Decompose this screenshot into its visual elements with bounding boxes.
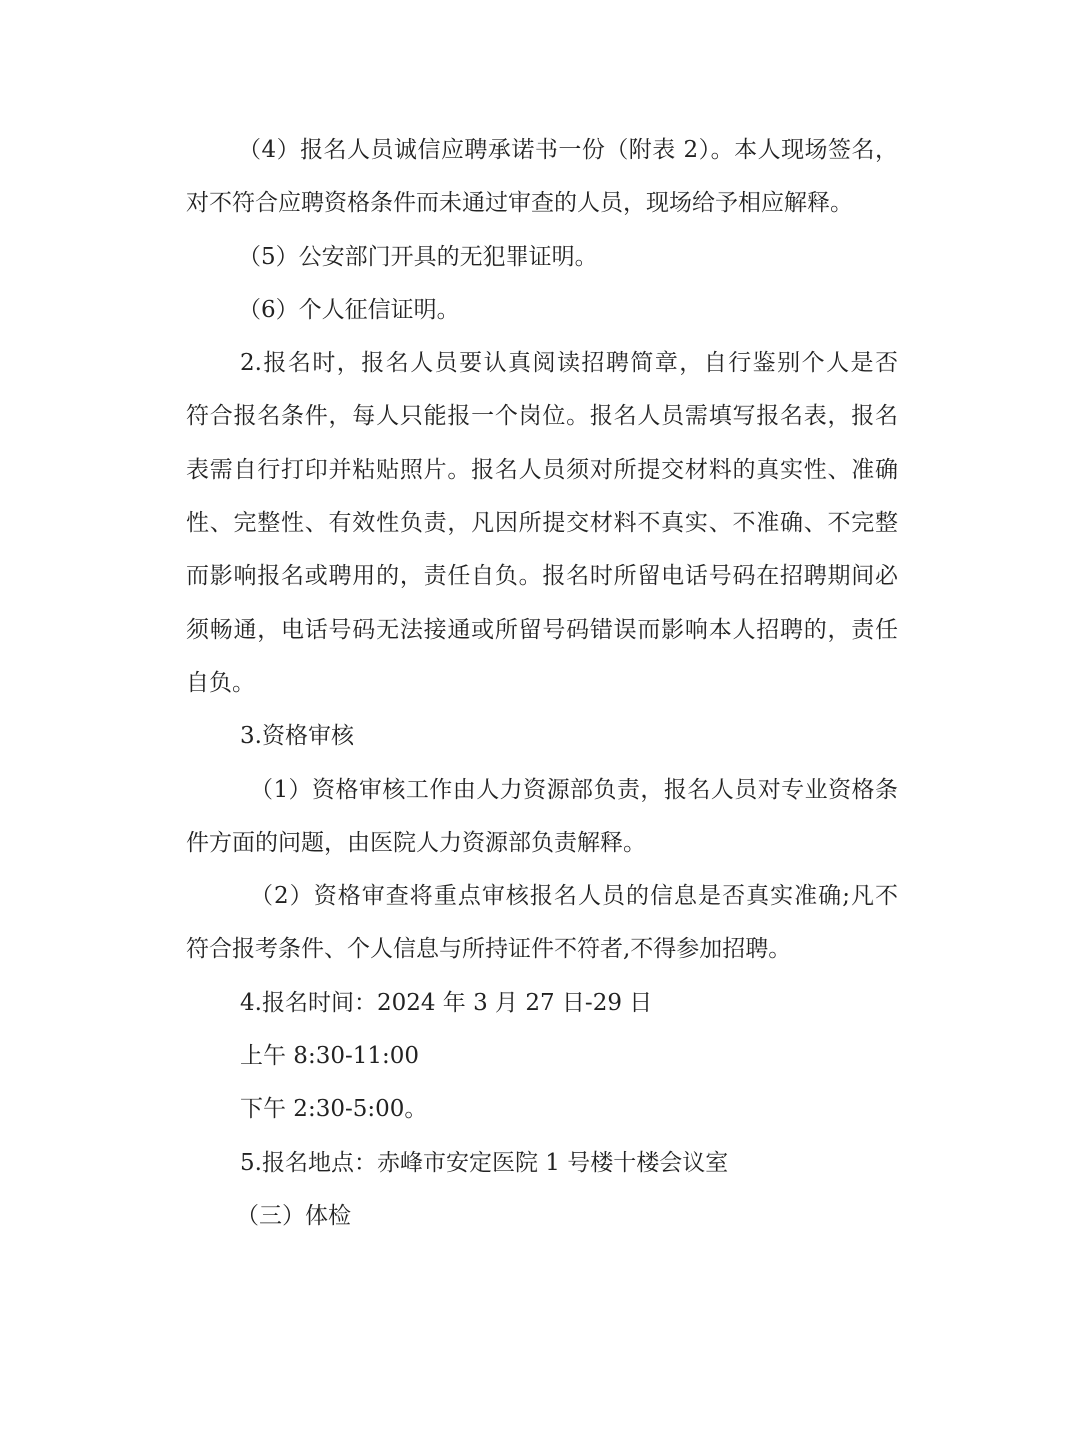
text-line: 下午 2:30-5:00。: [240, 1096, 428, 1123]
text-line: 自负。: [186, 669, 255, 696]
text-line: 5.报名地点：赤峰市安定医院 1 号楼十楼会议室: [240, 1149, 729, 1176]
text-line: 性、完整性、有效性负责，凡因所提交材料不真实、不准确、不完整: [186, 510, 898, 537]
text-line: 表需自行打印并粘贴照片。报名人员须对所提交材料的真实性、准确: [186, 456, 898, 483]
text-line: （2）资格审查将重点审核报名人员的信息是否真实准确;凡不: [250, 883, 898, 910]
text-line: 2.报名时，报名人员要认真阅读招聘简章，自行鉴别个人是否: [240, 350, 898, 377]
text-line: 3.资格审核: [240, 723, 354, 750]
text-line: 须畅通，电话号码无法接通或所留号码错误而影响本人招聘的，责任: [186, 616, 898, 643]
text-line: 而影响报名或聘用的，责任自负。报名时所留电话号码在招聘期间必: [186, 563, 898, 590]
text-line: 件方面的问题，由医院人力资源部负责解释。: [186, 829, 646, 856]
text-line: （5）公安部门开具的无犯罪证明。: [238, 243, 598, 270]
section-heading: （三）体检: [236, 1202, 351, 1229]
text-line: 对不符合应聘资格条件而未通过审查的人员，现场给予相应解释。: [186, 190, 853, 217]
text-line: 4.报名时间：2024 年 3 月 27 日-29 日: [240, 989, 653, 1016]
text-line: （4）报名人员诚信应聘承诺书一份（附表 2）。本人现场签名，: [238, 137, 898, 163]
text-line: 符合报考条件、个人信息与所持证件不符者,不得参加招聘。: [186, 936, 792, 963]
text-line: 上午 8:30-11:00: [240, 1043, 420, 1070]
text-line: （1）资格审核工作由人力资源部负责，报名人员对专业资格条: [250, 776, 898, 803]
text-line: 符合报名条件，每人只能报一个岗位。报名人员需填写报名表，报名: [186, 403, 898, 430]
text-line: （6）个人征信证明。: [238, 296, 460, 323]
document-page: [186, 124, 898, 1243]
